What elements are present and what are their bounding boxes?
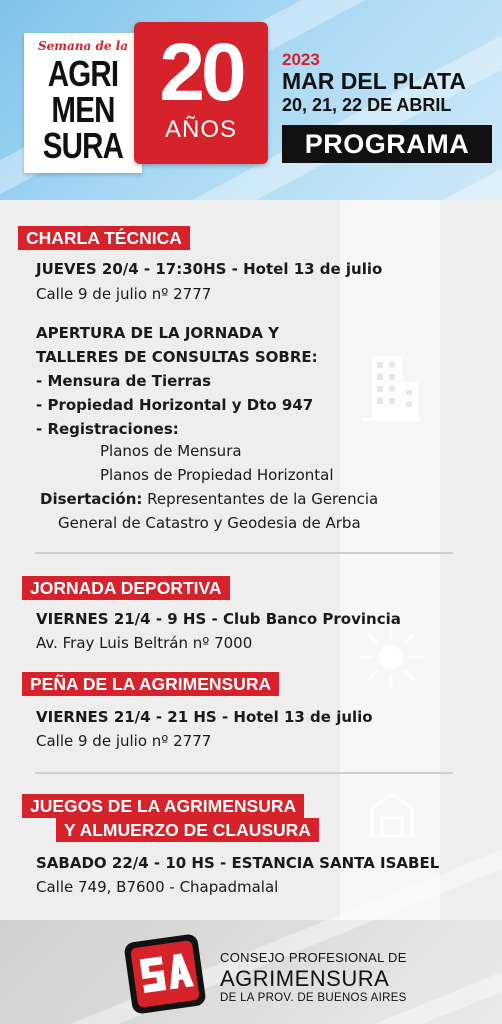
section-divider [35, 552, 453, 554]
charla-disertacion-cont: General de Catastro y Geodesia de Arba [58, 514, 361, 532]
building-icon [358, 352, 422, 422]
charla-line: - Registraciones: [36, 420, 179, 438]
deportiva-address: Av. Fray Luis Beltrán nº 7000 [36, 634, 253, 652]
charla-address: Calle 9 de julio nº 2777 [36, 285, 212, 303]
charla-line: TALLERES DE CONSULTAS SOBRE: [36, 348, 318, 366]
estancia-gate-icon [366, 790, 418, 838]
logo-semana-text: Semana de la [38, 39, 128, 53]
footer-line-1: CONSEJO PROFESIONAL DE [220, 950, 407, 965]
logo-line-sura: SURA [42, 125, 124, 166]
logo-line-men: MEN [51, 89, 115, 130]
charla-disertacion [40, 488, 378, 510]
event-city: MAR DEL PLATA [282, 68, 466, 94]
event-dates: 20, 21, 22 DE ABRIL [282, 95, 452, 115]
cpa-logo-icon [120, 932, 210, 1016]
anniversary-number: 20 [159, 27, 243, 118]
footer-line-2: AGRIMENSURA [220, 966, 390, 991]
footer-line-3: DE LA PROV. DE BUENOS AIRES [220, 992, 407, 1004]
charla-line: APERTURA DE LA JORNADA Y [36, 324, 280, 342]
section-banner-juegos: JUEGOS DE LA AGRIMENSURA [22, 794, 304, 818]
event-logo-wordmark [24, 33, 142, 173]
event-year: 2023 [282, 50, 320, 69]
sun-icon [356, 622, 426, 692]
charla-when: JUEVES 20/4 - 17:30HS - Hotel 13 de julio [36, 260, 383, 278]
charla-sub-item: Planos de Mensura [100, 442, 242, 460]
juegos-address: Calle 749, B7600 - Chapadmalal [36, 878, 279, 896]
charla-line: - Mensura de Tierras [36, 372, 212, 390]
disertacion-text: Representantes de la Gerencia [142, 490, 379, 508]
pena-address: Calle 9 de julio nº 2777 [36, 732, 212, 750]
section-banner-pena: PEÑA DE LA AGRIMENSURA [22, 672, 279, 696]
logo-line-agri: AGRI [47, 53, 119, 94]
section-banner-juegos-2: Y ALMUERZO DE CLAUSURA [56, 818, 319, 842]
programa-label: PROGRAMA [282, 125, 492, 163]
disertacion-label: Disertación: [40, 490, 143, 508]
section-banner-deportiva: JORNADA DEPORTIVA [22, 576, 230, 600]
section-divider [35, 772, 453, 774]
pena-when: VIERNES 21/4 - 21 HS - Hotel 13 de julio [36, 708, 373, 726]
charla-line: - Propiedad Horizontal y Dto 947 [36, 396, 314, 414]
deportiva-when: VIERNES 21/4 - 9 HS - Club Banco Provincia [36, 610, 401, 628]
anniversary-anos: AÑOS [164, 116, 237, 143]
juegos-when: SABADO 22/4 - 10 HS - ESTANCIA SANTA ISABEL [36, 854, 440, 872]
charla-sub-item: Planos de Propiedad Horizontal [100, 466, 334, 484]
anniversary-badge [134, 22, 268, 164]
section-banner-charla: CHARLA TÉCNICA [18, 226, 190, 250]
